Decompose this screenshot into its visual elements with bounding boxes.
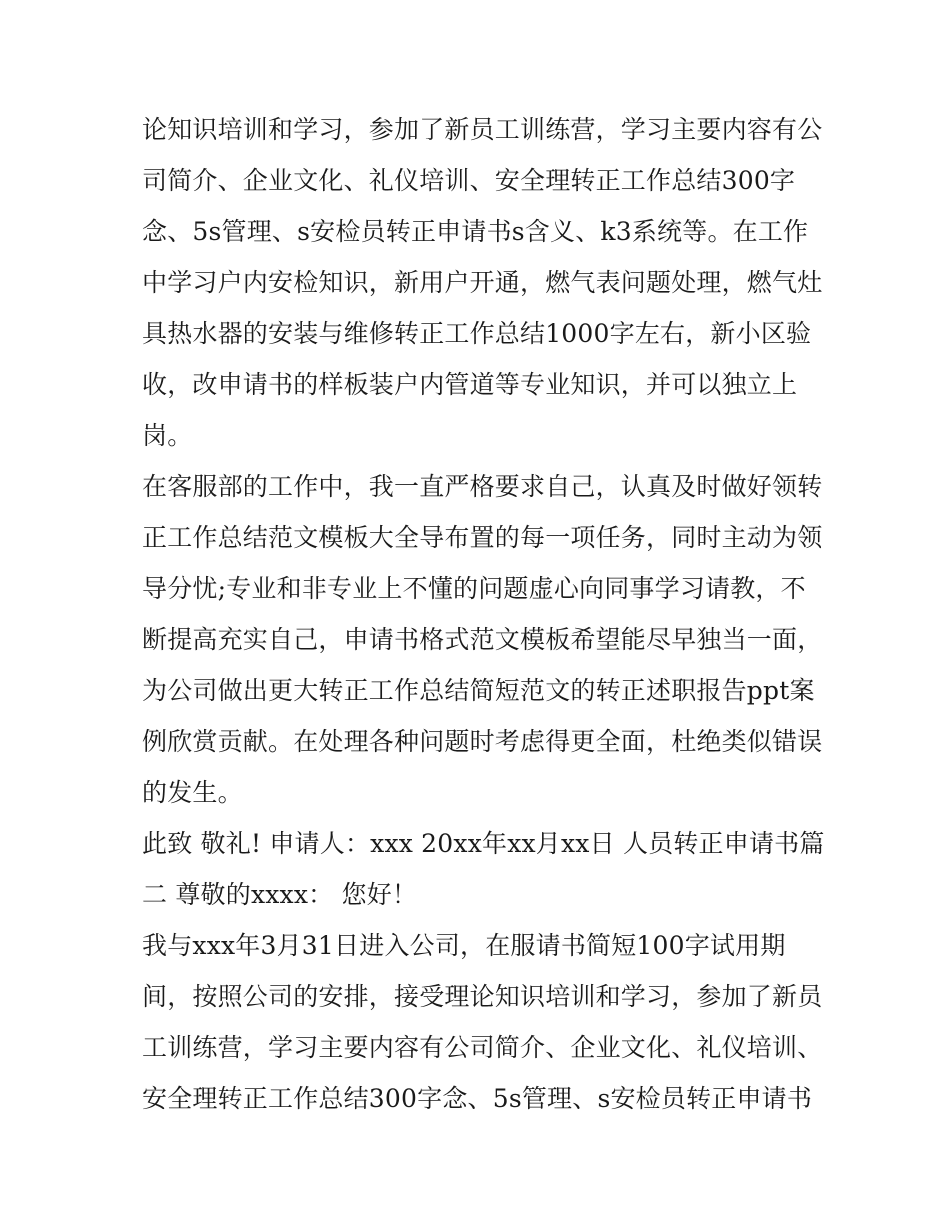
text-line-6: 收，改申请书的样板装户内管道等专业知识，并可以独立上	[142, 370, 798, 399]
text-line-5: 具热水器的安装与维修转正工作总结1000字左右，新小区验	[142, 319, 812, 348]
text-line-8: 在客服部的工作中，我一直严格要求自己，认真及时做好领转	[142, 472, 823, 501]
document-body	[142, 104, 825, 1124]
text-line-15: 此致 敬礼! 申请人：xxx 20xx年xx月xx日 人员转正申请书篇	[142, 829, 825, 858]
text-line-10: 导分忧;专业和非专业上不懂的问题虚心向同事学习请教，不	[142, 574, 806, 603]
text-line-14: 的发生。	[142, 778, 243, 807]
text-line-9: 正工作总结范文模板大全导布置的每一项任务，同时主动为领	[142, 523, 823, 552]
text-line-2: 司简介、企业文化、礼仪培训、安全理转正工作总结300字	[142, 166, 796, 195]
text-line-18: 间，按照公司的安排，接受理论知识培训和学习，参加了新员	[142, 982, 823, 1011]
text-line-4: 中学习户内安检知识，新用户开通，燃气表问题处理，燃气灶	[142, 268, 823, 297]
text-line-13: 例欣赏贡献。在处理各种问题时考虑得更全面，杜绝类似错误	[142, 727, 823, 756]
text-line-7: 岗。	[142, 421, 193, 450]
text-line-12: 为公司做出更大转正工作总结简短范文的转正述职报告ppt案	[142, 676, 815, 705]
text-line-17: 我与xxx年3月31日进入公司，在服请书简短100字试用期	[142, 931, 786, 960]
text-line-3: 念、5s管理、s安检员转正申请书s含义、k3系统等。在工作	[142, 217, 809, 246]
text-line-1: 论知识培训和学习，参加了新员工训练营，学习主要内容有公	[142, 115, 823, 144]
text-line-11: 断提高充实自己，申请书格式范文模板希望能尽早独当一面，	[142, 625, 823, 654]
text-line-19: 工训练营，学习主要内容有公司简介、企业文化、礼仪培训、	[142, 1033, 823, 1062]
text-line-16: 二 尊敬的xxxx： 您好！	[142, 880, 418, 909]
text-line-20: 安全理转正工作总结300字念、5s管理、s安检员转正申请书	[142, 1084, 813, 1113]
